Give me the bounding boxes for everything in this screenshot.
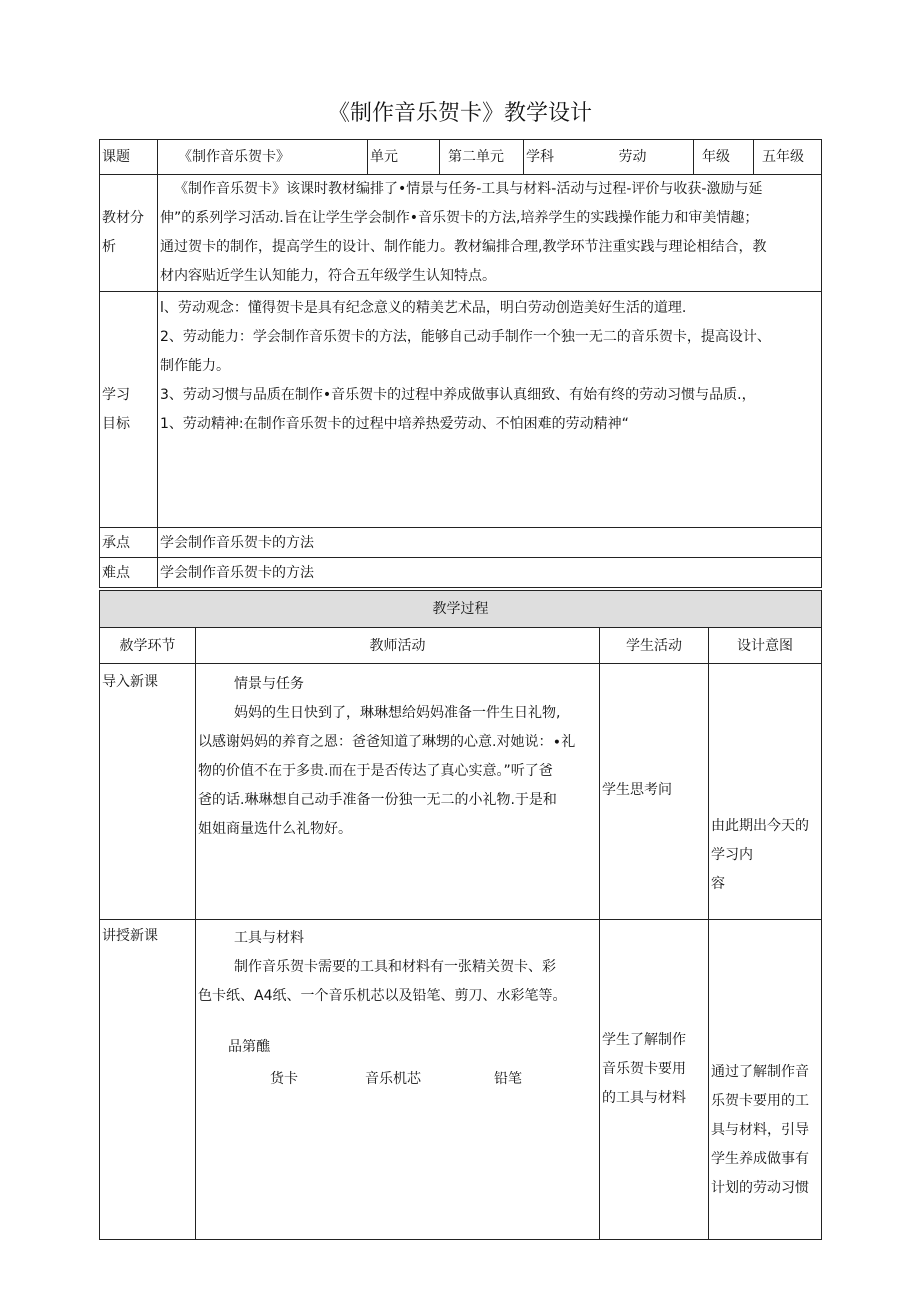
subject-value: 劳动: [618, 149, 647, 165]
intro-teacher-line: 物的价值不在于多贵.而在于是否传达了真心实意。”听了爸: [198, 763, 553, 779]
intro-intent: [709, 664, 822, 920]
grade-value: 五年级: [754, 140, 822, 175]
intro-teacher-title: 情景与任务: [234, 676, 304, 692]
goal-line: l、劳动观念：懂得贺卡是具有纪念意义的精美艺术品，明白劳动创造美好生活的道理.: [160, 300, 687, 316]
analysis-content: [158, 175, 822, 292]
materials-caption: 品第醮: [228, 1039, 270, 1055]
key-point-value: 学会制作音乐贺卡的方法: [158, 528, 822, 558]
new-lesson-student-line: 的工具与材料: [602, 1090, 686, 1106]
subject-label: 学科: [526, 149, 554, 165]
key-point-row: [100, 528, 822, 558]
column-teacher: 教师活动: [196, 628, 600, 664]
material-pencil: 铅笔: [494, 1071, 522, 1087]
process-table: [99, 590, 822, 1240]
materials-list: [198, 1065, 597, 1094]
intro-teacher-line: 妈妈的生日快到了，琳琳想给妈妈准备一件生日礼物,: [234, 705, 561, 721]
goals-label-line: 学习: [102, 386, 130, 403]
subject-cell: [524, 140, 694, 175]
goal-line: 制作能力。: [160, 358, 230, 374]
process-header: 教学过程: [100, 591, 822, 628]
analysis-row: [100, 175, 822, 292]
analysis-line: 《制作音乐贺卡》该课时教材编排了•情景与任务-工具与材料-活动与过程-评价与收获-激励与延: [174, 181, 763, 197]
new-lesson-intent-line: 具与材料，引导: [711, 1122, 809, 1138]
material-card: 货卡: [270, 1071, 298, 1087]
new-lesson-intent-line: 通过了解制作音: [711, 1064, 809, 1080]
new-lesson-intent-line: 计划的劳动习惯: [711, 1180, 809, 1196]
intro-teacher-line: 姐姐商量选什么礼物好。: [198, 821, 352, 837]
info-table: [99, 139, 822, 588]
new-lesson-teacher: [196, 920, 600, 1240]
analysis-label: 教材分析: [100, 175, 158, 292]
intro-teacher-line: 以感谢妈妈的养育之恩：爸爸知道了琳甥的心意.对她说：∙礼: [198, 734, 576, 750]
new-lesson-stage: 讲授新课: [100, 920, 196, 1240]
new-lesson-teacher-line: 色卡纸、A4纸、一个音乐机芯以及铅笔、剪刀、水彩笔等。: [198, 988, 567, 1004]
unit-value: 第二单元: [440, 140, 524, 175]
intro-intent-line: 容: [711, 876, 725, 892]
new-lesson-student: [600, 920, 709, 1240]
key-point-label: 承点: [100, 528, 158, 558]
new-lesson-teacher-title: 工具与材料: [234, 930, 304, 946]
goal-line: 1、劳动精神:在制作音乐贺卡的过程中培养热爱劳动、不怕困难的劳动精神“: [160, 416, 629, 432]
goal-line: 2、劳动能力：学会制作音乐贺卡的方法，能够自己动手制作一个独一无二的音乐贺卡，提高设计、: [160, 329, 771, 345]
lesson-label: 课题: [100, 140, 158, 175]
lesson-value: 《制作音乐贺卡》: [158, 140, 368, 175]
goal-line: 3、劳动习惯与品质在制作•音乐贺卡的过程中养成做事认真细致、有始有终的劳动习惯与品质.，: [160, 387, 756, 403]
intro-intent-line: 学习内: [711, 847, 753, 863]
intro-teacher-line: 爸的话.琳琳想自己动手准备一份独一无二的小礼物.于是和: [198, 792, 557, 808]
info-row: [100, 140, 822, 175]
new-lesson-student-line: 音乐贺卡要用: [602, 1061, 686, 1077]
goals-row: [100, 292, 822, 528]
analysis-line: 材内容贴近学生认知能力，符合五年级学生认知特点。: [160, 268, 496, 284]
grade-label: 年级: [694, 140, 754, 175]
difficulty-value: 学会制作音乐贺卡的方法: [158, 558, 822, 588]
intro-row: [100, 664, 822, 920]
difficulty-label: 难点: [100, 558, 158, 588]
process-header-row: [100, 591, 822, 628]
new-lesson-row: [100, 920, 822, 1240]
goals-content: [158, 292, 822, 528]
unit-label: 单元: [368, 140, 440, 175]
new-lesson-intent-line: 乐贺卡要用的工: [711, 1093, 809, 1109]
material-music-chip: 音乐机芯: [365, 1071, 421, 1087]
analysis-line: 伸”的系列学习活动.旨在让学生学会制作•音乐贺卡的方法,培养学生的实践操作能力和审美情趣；: [160, 210, 759, 226]
intro-student: 学生思考问: [600, 664, 709, 920]
page-title: 《制作音乐贺卡》教学设计: [327, 101, 592, 126]
goals-label-line: 目标: [102, 415, 130, 432]
new-lesson-student-line: 学生了解制作: [602, 1032, 686, 1048]
analysis-line: 通过贺卡的制作，提高学生的设计、制作能力。教材编排合理,教学环节注重实践与理论相结合，教: [160, 239, 767, 255]
column-student: 学生活动: [600, 628, 709, 664]
new-lesson-teacher-line: 制作音乐贺卡需要的工具和材料有一张精关贺卡、彩: [234, 959, 556, 975]
new-lesson-intent-line: 学生养成做事有: [711, 1151, 809, 1167]
new-lesson-intent: [709, 920, 822, 1240]
intro-teacher: [196, 664, 600, 920]
intro-intent-line: 由此期出今天的: [711, 818, 809, 834]
intro-stage: 导入新课: [100, 664, 196, 920]
difficulty-row: [100, 558, 822, 588]
process-columns-row: [100, 628, 822, 664]
column-stage: 赦学环节: [100, 628, 196, 664]
goals-label: [100, 292, 158, 528]
column-intent: 设计意图: [709, 628, 822, 664]
